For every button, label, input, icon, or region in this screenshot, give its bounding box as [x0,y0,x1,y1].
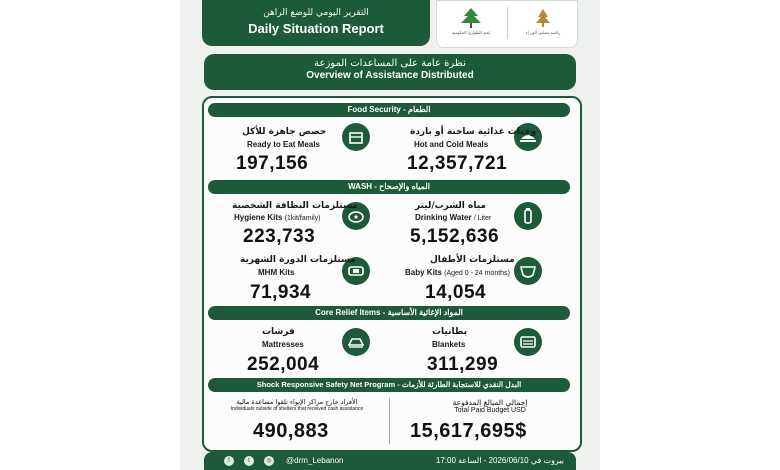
facebook-icon[interactable]: f [224,456,234,466]
mattress-icon [342,328,370,356]
hot-meals-label-en: Hot and Cold Meals [414,140,489,149]
presidency-logo [513,7,573,39]
individuals-label-ar: الأفراد خارج مراكز الإيواء تلقوا مساعدة مالية [236,398,358,406]
emblem-icon [530,7,556,29]
instagram-icon[interactable]: ◎ [264,456,274,466]
food-box-icon [342,123,370,151]
logo-right-caption: رئاسة مجلس الوزراء [525,30,561,35]
blankets-label-ar: بطانيات [432,327,468,337]
water-label-en: Drinking Water / Liter [415,213,492,222]
report-date: بيروت في 2026/06/10 - الساعة 17:00 [435,456,564,465]
individuals-label [212,398,382,412]
cedar-logo [441,7,501,39]
logo-divider [507,7,508,39]
blankets-value: 311,299 [427,354,499,375]
baby-kits-label-ar: مستلزمات الأطفال [430,255,515,265]
hygiene-label-ar: مستلزمات النظافة الشخصية [232,201,358,211]
baby-kits-value: 14,054 [425,282,487,303]
budget-label [420,398,560,414]
hygiene-label-en: Hygiene Kits (1kit/family) [234,213,321,222]
baby-kit-icon [514,257,542,285]
mhm-label-en: MHM Kits [258,268,295,277]
report-footer [204,452,576,470]
hot-meals-label-ar: وجبات غذائية ساخنة أو باردة [410,127,537,137]
report-title-en: Daily Situation Report [248,21,384,36]
section-core-relief: Core Relief Items - المواد الإغاثية الأساسية [208,306,570,320]
hot-meals-value: 12,357,721 [407,153,508,174]
report-header [202,0,430,46]
overview-title-ar: نظرة عامة على المساعدات الموزعة [314,58,466,69]
water-label-ar: مياه الشرب/ليتر [415,201,486,211]
cedar-icon [458,7,484,29]
water-value: 5,152,636 [410,226,500,247]
section-wash: WASH - المياه والإصحاح [208,180,570,194]
section-cash-program: Shock Responsive Safety Net Program - البدل النقدي للاستجابة الطارئة للأزمات [208,378,570,392]
social-handle[interactable]: @drm_Lebanon [286,456,344,465]
overview-title-en: Overview of Assistance Distributed [306,70,474,81]
budget-label-ar: إجمالي المبالغ المدفوعة [452,398,528,407]
baby-kits-label-en: Baby Kits (Aged 0 - 24 months) [405,268,510,277]
hygiene-value: 223,733 [243,226,316,247]
mattresses-value: 252,004 [247,354,320,375]
rte-meals-label-ar: حصص جاهزة للأكل [242,127,327,137]
logo-left-caption: لجنة الطوارئ الحكومية [451,30,491,35]
report-title-ar: التقرير اليومي للوضع الراهن [263,8,369,18]
cash-divider [389,398,390,444]
rte-meals-label-en: Ready to Eat Meals [247,140,320,149]
mattresses-label-ar: فرشات [262,327,295,337]
individuals-value: 490,883 [253,420,329,442]
budget-label-en: Total Paid Budget USD [454,407,526,414]
mattresses-label-en: Mattresses [262,340,304,349]
rte-meals-value: 197,156 [236,153,309,174]
overview-banner [204,54,576,90]
water-bottle-icon [514,202,542,230]
mhm-value: 71,934 [250,282,312,303]
budget-value: 15,617,695$ [410,420,527,442]
logos-panel [436,0,578,48]
mhm-label-ar: مستلزمات الدورة الشهرية [240,255,356,265]
blanket-icon [514,328,542,356]
section-food-security: Food Security - الطعام [208,103,570,117]
blankets-label-en: Blankets [432,340,466,349]
individuals-label-en: Individuals outside of shelters that received cash assistance [230,406,364,412]
twitter-icon[interactable]: t [244,456,254,466]
